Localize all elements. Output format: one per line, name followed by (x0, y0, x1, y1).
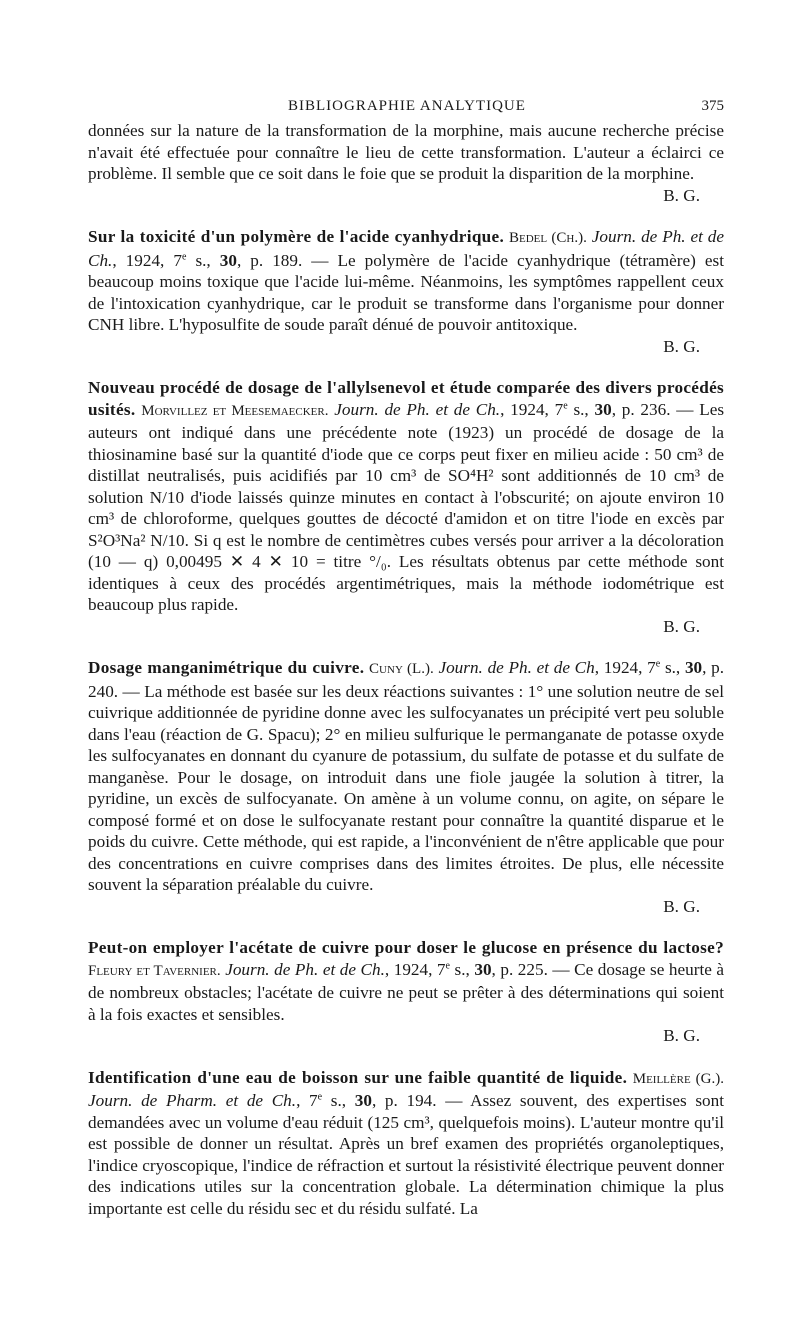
entry-author: Bedel (Ch.). (508, 230, 587, 246)
page-number: 375 (701, 98, 724, 114)
entry-ref-page: , p. 225. — (491, 959, 570, 979)
entry-volume: 30 (219, 250, 237, 270)
running-header (88, 98, 724, 120)
entry-ref-page: , p. 189. — (236, 250, 329, 270)
entry-ref-page: , p. 240. — (88, 658, 725, 701)
entry-signature: B. G. (663, 896, 700, 916)
entry-author: Morvillez et Meesemaecker. (141, 402, 329, 419)
entry-body: Les auteurs ont indiqué dans une précédente note (1923) un procédé de dosage de la thiosinamine basé sur la quantité d'iode que ce corps peut fixer en milieu acide : 50 cm³ de distillat neutralisés, puis acidifiés par 10 cm³ de SO⁴H² sont additionnés de 10 cm³ de solution N/10 d'iode laissés quinze minutes en contact à l'obscurité; on ajoute environ 10 cm³ de chloroforme, quelques gouttes de décocté d'amidon et on titre l'iode en excès par S²O³Na² N/10. Si q est le nombre de centimètres cubes versés pour arriver a la décoloration (10 — q) 0,00495 ✕ 4 ✕ 10 = titre °/₀. Les résultats obtenus par cette méthode sont identiques à ceux des procédés argentimétriques, mais la méthode iodométrique est beaucoup plus rapide. (88, 399, 725, 614)
entry-body: La méthode est basée sur les deux réactions suivantes : 1° une solution neutre de sel cuivrique additionnée de pyridine donne avec les sulfocyanates un précipité vert peu soluble dans l'eau (réaction de G. Spacu); 2° en milieu sulfurique le permanganate de potasse oxyde les sulfocyanates en donnant du cyanure de potassium, du sulfate de potasse et du sulfate de manganèse. Pour le dosage, on introduit dans une fiole jaugée la solution à titrer, la pyridine, un excès de sulfocyanate. On amène à un volume connu, on agite, on sépare le composé formé et on dose le sulfocyanate restant pour connaître la quantité disparue et le poids du cuivre. Cette méthode, qui est rapide, a l'inconvénient de n'être applicable que pour des concentrations en cuivre comprises dans des limites étroites. De plus, elle nécessite souvent la séparation préalable du cuivre. (88, 681, 724, 894)
entry-ref-page: , p. 236. — (611, 399, 694, 419)
intro-text: données sur la nature de la transformation de la morphine, mais aucune recherche précise n'avait été effectuée pour connaître le lieu de cette transformation. L'auteur a éclairci ce problème. Il semble que ce soit dans le foie que se produit la disparition de la morphine. (88, 121, 724, 183)
entry-journal: Journ. de Ph. et de Ch (438, 658, 595, 677)
body-text (88, 120, 724, 1219)
entry-signature: B. G. (663, 336, 700, 356)
entry-title: Dosage manganimétrique du cuivre. (88, 658, 365, 677)
entry-ref-series: s., (567, 399, 595, 419)
intro-paragraph (88, 120, 724, 206)
entry-ref-year: , 7 (296, 1091, 318, 1110)
entry-ref-sup: e (317, 1091, 323, 1103)
entry-title: Sur la toxicité d'un polymère de l'acide cyanhydrique. (88, 227, 505, 246)
entry-ref-sup: e (563, 399, 568, 411)
entry-ref-year: , 1924, 7 (594, 658, 656, 677)
entry-title: Nouveau procédé de dosage de l'allylsenevol et étude comparée des divers procédés usités. (88, 378, 724, 419)
entry-journal: Journ. de Ph. et de Ch. (225, 959, 385, 979)
bibliography-entry (88, 937, 724, 1047)
entry-ref-series: s., (186, 250, 220, 270)
entry-body: Le polymère de l'acide cyanhydrique (tétramère) est beaucoup moins toxique que l'acide lui-même. Néanmoins, les symptômes rappellent ceux de l'intoxication cyanhydrique, car le produit se transforme dans l'organisme pour donner CNH libre. L'hyposulfite de soude paraît dénué de pouvoir antitoxique. (88, 250, 725, 334)
entry-signature: B. G. (663, 1026, 700, 1045)
entry-body: Assez souvent, des expertises sont demandées avec un volume d'eau réduit (125 cm³, quelquefois moins). L'auteur montre qu'il est possible de donner un résultat. Après un bref examen des propriétés organoleptiques, l'indice cryoscopique, l'indice de réfraction et surtout la résistivité électrique peuvent donner des indications utiles sur la concentration globale. La détermination chimique la plus importante est celle du résidu sec et du résidu sulfaté. La (88, 1091, 724, 1218)
entries-list (88, 226, 724, 1219)
document-page (88, 98, 724, 1219)
entry-ref-sup: e (655, 658, 661, 670)
entry-ref-year: , 1924, 7 (112, 250, 182, 270)
entry-volume: 30 (684, 658, 703, 677)
entry-volume: 30 (474, 959, 492, 979)
entry-ref-year: , 1924, 7 (500, 399, 564, 419)
entry-signature: B. G. (663, 616, 700, 636)
entry-author: Fleury et Tavernier. (88, 962, 221, 979)
entry-ref-series: s., (660, 658, 685, 677)
bibliography-entry (88, 377, 724, 637)
entry-volume: 30 (594, 399, 612, 419)
bibliography-entry (88, 657, 724, 917)
entry-journal: Journ. de Ph. et de Ch. (88, 227, 725, 270)
entry-title: Identification d'une eau de boisson sur une faible quantité de liquide. (88, 1067, 628, 1087)
entry-journal: Journ. de Ph. et de Ch. (334, 399, 501, 419)
entry-ref-page: , p. 194. — (371, 1091, 463, 1110)
entry-journal: Journ. de Pharm. et de Ch. (88, 1091, 297, 1110)
entry-author: Meillère (G.). (632, 1070, 724, 1087)
entry-ref-sup: e (181, 250, 187, 262)
entry-volume: 30 (354, 1091, 372, 1110)
bibliography-entry (88, 226, 724, 357)
header-title: BIBLIOGRAPHIE ANALYTIQUE (288, 98, 526, 114)
intro-signature: B. G. (663, 185, 700, 205)
entry-ref-year: , 1924, 7 (384, 959, 446, 979)
entry-ref-series: s., (449, 959, 475, 979)
entry-ref-sup: e (445, 959, 450, 971)
entry-ref-series: s., (322, 1091, 355, 1110)
entry-author: Cuny (L.). (369, 661, 434, 677)
entry-title: Peut-on employer l'acétate de cuivre pour doser le glucose en présence du lactose? (88, 938, 724, 957)
bibliography-entry (88, 1067, 724, 1220)
entry-body: Ce dosage se heurte à de nombreux obstacles; l'acétate de cuivre ne peut se prêter à des déterminations qui soient à la fois exactes et sensibles. (88, 959, 725, 1024)
